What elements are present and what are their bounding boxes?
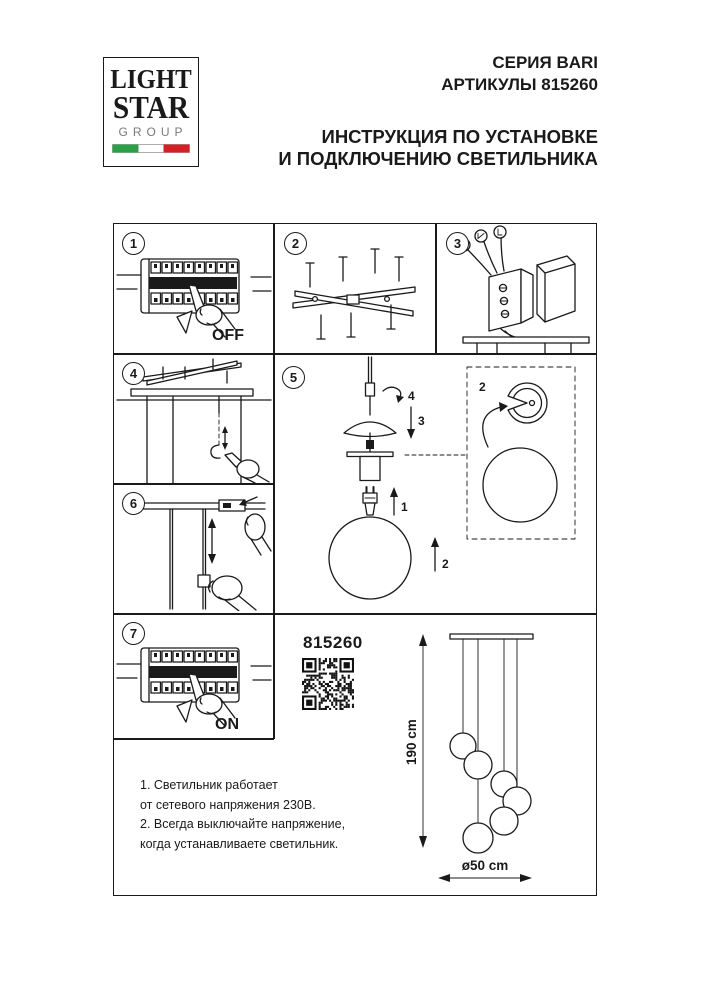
step-5-badge: 5 (282, 366, 305, 389)
detail-label-2: 2 (479, 380, 486, 394)
note-line: когда устанавливаете светильник. (140, 836, 339, 851)
arrow-label-1: 1 (401, 500, 408, 514)
lower-hand-icon (198, 575, 256, 611)
mounting-bracket-drawing (293, 249, 415, 339)
logo-text-group: GROUP (118, 125, 188, 139)
logo-text-light: LIGHT (110, 64, 192, 94)
terminal-block (489, 269, 533, 331)
diameter-dimension-label: ø50 cm (461, 858, 509, 873)
cable-adjust-drawing (127, 497, 271, 611)
halogen-bulb (363, 487, 377, 515)
height-dimension-label: 190 cm (404, 719, 419, 765)
step-6-badge: 6 (122, 492, 145, 515)
hook-detail (211, 445, 220, 458)
step-7-badge: 7 (122, 622, 145, 645)
series-title: СЕРИЯ BARI (492, 53, 598, 72)
document-title-block (278, 52, 598, 170)
on-label: ON (215, 716, 239, 733)
arrow-label-2: 2 (442, 557, 449, 571)
article-title: АРТИКУЛЫ 815260 (441, 75, 598, 94)
ceiling-plate (463, 337, 589, 353)
pendant-globes (450, 733, 531, 853)
lightstar-logo (103, 57, 199, 167)
note-line: 2. Всегда выключайте напряжение, (140, 817, 346, 831)
socket-cup (360, 457, 380, 481)
grid-hline-4 (113, 738, 274, 740)
twist-arrow (483, 407, 501, 447)
safety-notes (140, 776, 345, 854)
step-2-badge: 2 (284, 232, 307, 255)
terminal-cover (537, 256, 575, 322)
qr-code (302, 658, 354, 710)
step-5-assembly-illustration (275, 355, 595, 611)
arrow-label-4: 4 (408, 389, 415, 403)
italian-flag-stripe (112, 144, 190, 153)
note-line: 1. Светильник работает (140, 778, 278, 792)
pendant-dimension-drawing (400, 622, 590, 892)
glass-globe (329, 517, 411, 599)
exploded-view-drawing (329, 357, 575, 599)
logo-text-star: STAR (112, 89, 190, 125)
ceiling-plate (450, 634, 533, 639)
grid-hline-3 (113, 613, 597, 615)
arrow-label-3: 3 (418, 414, 425, 428)
circuit-breaker-drawing (117, 259, 271, 337)
off-label: OFF (212, 327, 244, 344)
step-3-badge: 3 (446, 232, 469, 255)
upper-hand-icon (245, 514, 271, 555)
step-1-badge: 1 (122, 232, 145, 255)
step-4-badge: 4 (122, 362, 145, 385)
instruction-title: ИНСТРУКЦИЯ ПО УСТАНОВКЕ И ПОДКЛЮЧЕНИЮ СВЕТИЛЬНИКА (278, 126, 598, 169)
note-line: от сетевого напряжения 230В. (140, 797, 316, 812)
article-code: 815260 (303, 633, 363, 652)
hand-icon (225, 453, 269, 483)
terminal-wiring-drawing (458, 226, 589, 353)
